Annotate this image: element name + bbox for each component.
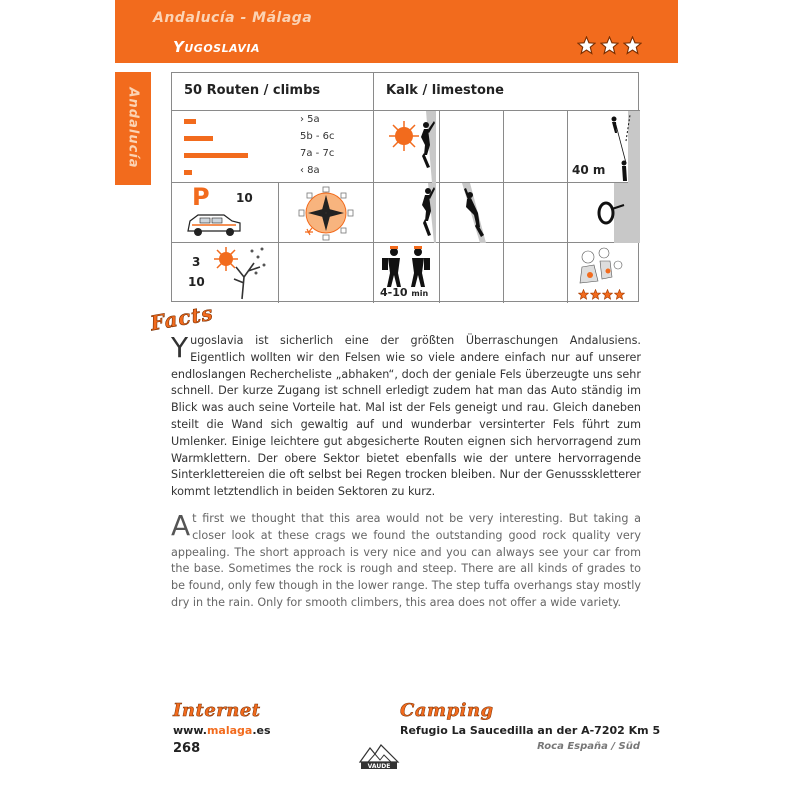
grade-bar — [184, 153, 248, 158]
url-domain: malaga — [206, 724, 253, 737]
routes-header — [172, 73, 374, 111]
car-icon — [184, 209, 244, 241]
tree-sun-icon — [212, 243, 272, 301]
book-credit: Roca España / Süd — [537, 741, 640, 752]
family-cell — [568, 243, 640, 303]
empty-cell — [504, 243, 568, 303]
approach-cell — [374, 243, 440, 303]
facts-heading: Facts — [148, 300, 216, 336]
vaude-logo — [358, 742, 400, 772]
info-grid — [171, 72, 639, 302]
season-start: 3 — [192, 255, 201, 269]
url-prefix: www. — [173, 724, 207, 737]
star-icon — [600, 36, 619, 55]
sun-exposure-cell — [374, 111, 440, 183]
drop-cap: Y — [171, 331, 189, 364]
grade-bar — [184, 119, 196, 124]
approach-unit: min — [411, 289, 429, 298]
english-description — [171, 511, 641, 612]
star-icon — [578, 289, 589, 300]
internet-link[interactable] — [173, 724, 271, 737]
empty-cell — [504, 183, 568, 243]
star-icon — [623, 36, 642, 55]
english-body: t first we thought that this area would not be very interesting. But taking a closer look at these crags we found the outstanding good rock quality very appealing. The short approach is very nice and you can always see your car from the base. Sometimes the rock is rough and steep. There are all kinds of grades to be found, only few though in the lower range. The step tuffa overhangs stay mostly dry in the rain. Only for smooth climbers, this area does not offer a wide variety. — [171, 512, 641, 609]
page-number: 268 — [173, 741, 201, 756]
rock-header — [374, 73, 640, 111]
empty-cell — [279, 243, 374, 303]
slab-climber-icon — [374, 183, 440, 243]
grade-label: 5b - 6c — [300, 131, 335, 142]
family-icon — [568, 243, 640, 287]
wall-height: 40 m — [572, 163, 606, 177]
empty-cell — [440, 111, 504, 183]
season-cell — [172, 243, 279, 303]
rating-stars — [577, 36, 642, 55]
carabiner-icon — [568, 183, 640, 243]
compass-icon — [279, 183, 374, 243]
region-title: Andalucía - Málaga — [153, 10, 313, 26]
grade-label: ‹ 8a — [300, 165, 320, 176]
star-icon — [602, 289, 613, 300]
internet-heading: Internet — [173, 700, 261, 721]
grade-label: › 5a — [300, 114, 320, 125]
url-suffix: .es — [252, 724, 271, 737]
german-description — [171, 333, 641, 501]
side-tab-label: Andalucía — [125, 87, 141, 169]
hikers-icon — [374, 243, 440, 287]
rock-angle-cell — [374, 183, 440, 243]
camping-info: Refugio La Saucedilla an der A-7202 Km 5 — [400, 724, 661, 737]
season-end: 10 — [188, 275, 205, 289]
rock-type: Kalk / limestone — [386, 83, 504, 98]
family-rating — [578, 289, 625, 300]
parking-minutes: 10 — [236, 191, 253, 205]
overhang-climber-icon — [440, 183, 504, 243]
german-body: ugoslavia ist sicherlich eine der größten Überraschungen Andalusiens. Eigentlich wollten wir den Felsen wie so viele andere einfach nur auf unserer endloslangen Rechercheliste „abhaken“, doch der geniale Fels überzeugte uns sehr schnell. Der kurze Zugang ist schnell erledigt zudem hat man das Auto ständig im Blick was auch seine Vorteile hat. Mal ist der Fels geneigt und rau. Gleich daneben steilt die Wand sich gewaltig auf und wunderbar versinterter Fels führt zum Umlenker. Einige leichtere gut abgesicherte Routen eignen sich hervorragend zum Warmklettern. Der obere Sektor bietet ebenfalls wie der untere hervorragende Sinterklettereien die oft selbst bei Regen trocken bleiben. Nur der Genussskletterer kommt letztendlich in beiden Sektoren zu kurz. — [171, 334, 641, 499]
wall-height-cell — [568, 111, 640, 183]
drop-cap: A — [171, 509, 191, 542]
empty-cell — [504, 111, 568, 183]
header-band — [115, 0, 678, 63]
logo-text: VAUDE — [367, 763, 391, 770]
area-title: Yugoslavia — [173, 38, 260, 56]
grade-bar — [184, 170, 192, 175]
grade-bar — [184, 136, 213, 141]
empty-cell — [440, 243, 504, 303]
approach-range: 4-10 — [380, 286, 408, 299]
parking-cell — [172, 183, 279, 243]
rope-cell — [568, 183, 640, 243]
camping-heading: Camping — [400, 700, 494, 721]
rock-angle-cell — [440, 183, 504, 243]
parking-icon: P — [192, 183, 210, 211]
grade-distribution — [172, 111, 374, 183]
sun-climber-icon — [374, 111, 440, 183]
grade-label: 7a - 7c — [300, 148, 335, 159]
star-icon — [614, 289, 625, 300]
orientation-cell — [279, 183, 374, 243]
star-icon — [590, 289, 601, 300]
side-tab[interactable] — [115, 72, 151, 185]
approach-time — [380, 286, 428, 299]
routes-count: 50 Routen / climbs — [184, 83, 321, 98]
star-icon — [577, 36, 596, 55]
